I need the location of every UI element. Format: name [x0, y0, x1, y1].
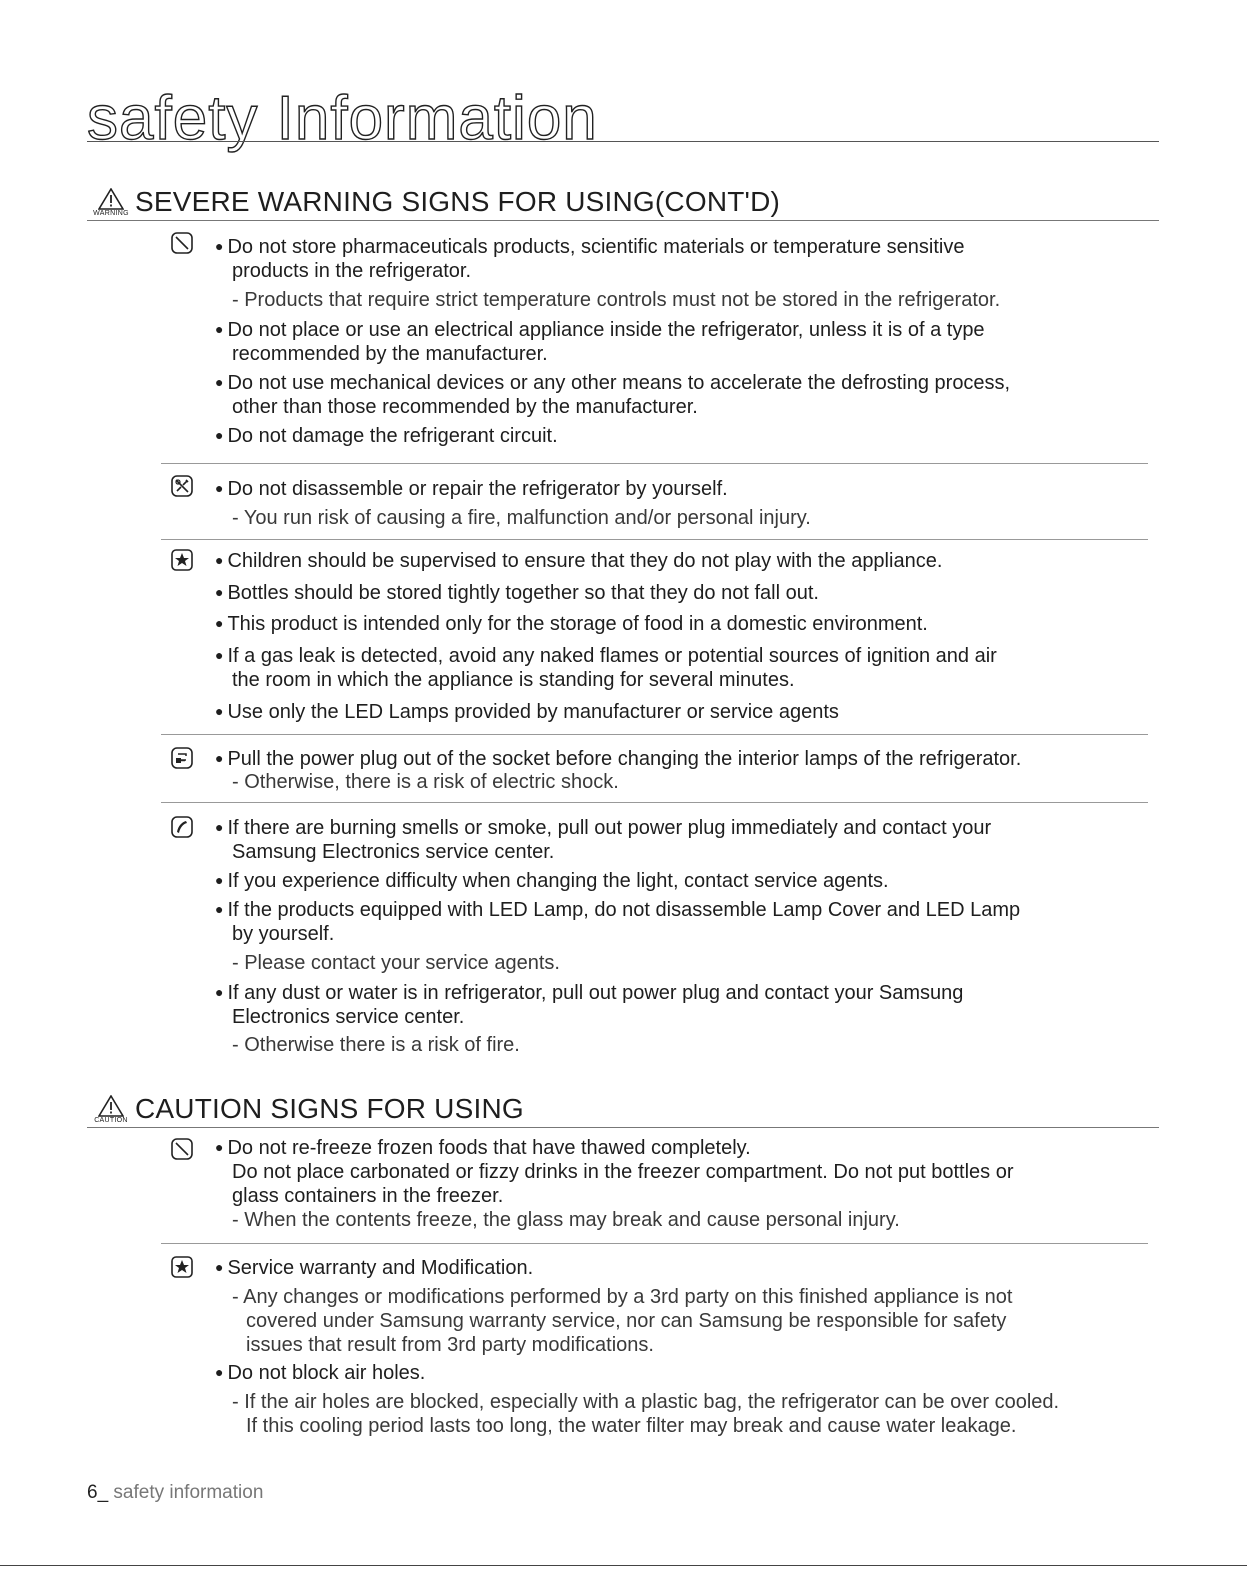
caution-heading-text: CAUTION SIGNS FOR USING: [135, 1093, 524, 1124]
line-text: Do not disassemble or repair the refrigerator by yourself.: [227, 478, 728, 500]
caution-block-2: [161, 1254, 1148, 1444]
caution-section-heading: [87, 1083, 1159, 1128]
bullet-line: [215, 424, 558, 449]
unplug-icon: [171, 747, 193, 769]
warning-sign: [87, 188, 135, 217]
line-text: Use only the LED Lamps provided by manufacturer or service agents: [227, 701, 839, 723]
warning-section-heading: [87, 176, 1159, 221]
caution-triangle-icon: [98, 1095, 124, 1117]
prohibition-icon: [171, 1138, 193, 1160]
detail-line: - You run risk of causing a fire, malfunction and/or personal injury.: [232, 507, 811, 529]
detail-line: - Otherwise there is a risk of fire.: [232, 1034, 520, 1056]
continuation-line: the room in which the appliance is standing for several minutes.: [232, 669, 795, 691]
continuation-line: other than those recommended by the manufacturer.: [232, 396, 698, 418]
line-text: Do not use mechanical devices or any other means to accelerate the defrosting process,: [227, 372, 1011, 394]
continuation-line: Samsung Electronics service center.: [232, 841, 555, 863]
detail-continuation-line: issues that result from 3rd party modifications.: [246, 1334, 654, 1356]
line-text: Do not store pharmaceuticals products, scientific materials or temperature sensitive: [227, 236, 965, 258]
caution-sign: [87, 1095, 135, 1124]
continuation-line: Electronics service center.: [232, 1006, 465, 1028]
important-note-icon: [171, 1256, 193, 1278]
line-text: Do not re-freeze frozen foods that have thawed completely.: [227, 1137, 751, 1159]
bullet-line: [215, 318, 985, 343]
bullet-dot: ●: [215, 647, 224, 663]
footer-section-name: safety information: [113, 1482, 264, 1503]
bullet-dot: ●: [215, 552, 224, 568]
bullet-line: [215, 898, 1020, 923]
prohibition-icon: [171, 232, 193, 254]
bullet-dot: ●: [215, 750, 224, 766]
continuation-line: Do not place carbonated or fizzy drinks in the freezer compartment. Do not put bottles or: [232, 1161, 1014, 1183]
detail-line: - If the air holes are blocked, especially with a plastic bag, the refrigerator can be over cooled.: [232, 1391, 1060, 1413]
line-text: Pull the power plug out of the socket before changing the interior lamps of the refrigerator.: [227, 748, 1022, 770]
bullet-dot: ●: [215, 984, 224, 1000]
continuation-line: glass containers in the freezer.: [232, 1185, 504, 1207]
bullet-dot: ●: [215, 238, 224, 254]
detail-line: - When the contents freeze, the glass may break and cause personal injury.: [232, 1209, 900, 1231]
line-text: If the products equipped with LED Lamp, do not disassemble Lamp Cover and LED Lamp: [227, 899, 1021, 921]
page-title: safety Information: [87, 84, 598, 153]
warning-block-4: [161, 745, 1148, 803]
bullet-dot: ●: [215, 901, 224, 917]
line-text: Bottles should be stored tightly together so that they do not fall out.: [227, 582, 819, 604]
title-rule: [87, 141, 1159, 142]
page-number: 6_: [87, 1482, 109, 1503]
bullet-dot: ●: [215, 615, 224, 631]
bullet-line: [215, 549, 942, 574]
continuation-line: by yourself.: [232, 923, 335, 945]
bullet-line: [215, 371, 1010, 396]
warning-block-2: [161, 473, 1148, 540]
line-text: If you experience difficulty when changing the light, contact service agents.: [227, 870, 889, 892]
bullet-dot: ●: [215, 374, 224, 390]
bullet-line: [215, 581, 819, 606]
line-text: Service warranty and Modification.: [227, 1257, 534, 1279]
detail-continuation-line: If this cooling period lasts too long, the water filter may break and cause water leakage.: [246, 1415, 1017, 1437]
page-bottom-rule: [0, 1565, 1247, 1566]
important-note-icon: [171, 549, 193, 571]
bullet-line: [215, 869, 889, 894]
bullet-dot: ●: [215, 872, 224, 888]
bullet-dot: ●: [215, 703, 224, 719]
bullet-dot: ●: [215, 819, 224, 835]
caution-sign-label: CAUTION: [94, 1117, 128, 1124]
no-disassembly-icon: [171, 475, 193, 497]
bullet-line: [215, 981, 963, 1006]
bullet-dot: ●: [215, 480, 224, 496]
caution-block-1: [161, 1136, 1148, 1244]
bullet-line: [215, 700, 839, 725]
bullet-line: [215, 1361, 425, 1386]
bullet-line: [215, 644, 997, 669]
warning-block-5: [161, 814, 1148, 1059]
bullet-dot: ●: [215, 321, 224, 337]
line-text: Do not place or use an electrical appliance inside the refrigerator, unless it is of a type: [227, 319, 985, 341]
warning-block-1: [161, 230, 1148, 464]
line-text: This product is intended only for the storage of food in a domestic environment.: [227, 613, 928, 635]
bullet-line: [215, 235, 964, 260]
warning-block-3: [161, 547, 1148, 735]
bullet-line: [215, 747, 1021, 772]
bullet-line: [215, 477, 728, 502]
bullet-line: [215, 816, 991, 841]
bullet-line: [215, 612, 928, 637]
line-text: If there are burning smells or smoke, pull out power plug immediately and contact your: [227, 817, 992, 839]
contact-service-icon: [171, 816, 193, 838]
detail-continuation-line: covered under Samsung warranty service, nor can Samsung be responsible for safety: [246, 1310, 1007, 1332]
line-text: If a gas leak is detected, avoid any naked flames or potential sources of ignition and air: [227, 645, 997, 667]
line-text: If any dust or water is in refrigerator, pull out power plug and contact your Samsung: [227, 982, 964, 1004]
continuation-line: products in the refrigerator.: [232, 260, 472, 282]
detail-line: - Otherwise, there is a risk of electric shock.: [232, 771, 619, 793]
warning-triangle-icon: [98, 188, 124, 210]
warning-sign-label: WARNING: [93, 210, 129, 217]
bullet-dot: ●: [215, 584, 224, 600]
page-footer: [87, 1482, 263, 1504]
bullet-dot: ●: [215, 427, 224, 443]
warning-heading-text: SEVERE WARNING SIGNS FOR USING(CONT'D): [135, 186, 781, 217]
line-text: Do not damage the refrigerant circuit.: [227, 425, 558, 447]
bullet-line: [215, 1136, 751, 1161]
bullet-dot: ●: [215, 1139, 224, 1155]
line-text: Children should be supervised to ensure that they do not play with the appliance.: [227, 550, 943, 572]
detail-line: - Please contact your service agents.: [232, 952, 560, 974]
detail-line: - Products that require strict temperature controls must not be stored in the refrigerator.: [232, 289, 1001, 311]
bullet-dot: ●: [215, 1364, 224, 1380]
bullet-dot: ●: [215, 1259, 224, 1275]
line-text: Do not block air holes.: [227, 1362, 426, 1384]
detail-line: - Any changes or modifications performed by a 3rd party on this finished appliance is not: [232, 1286, 1013, 1308]
bullet-line: [215, 1256, 533, 1281]
continuation-line: recommended by the manufacturer.: [232, 343, 548, 365]
